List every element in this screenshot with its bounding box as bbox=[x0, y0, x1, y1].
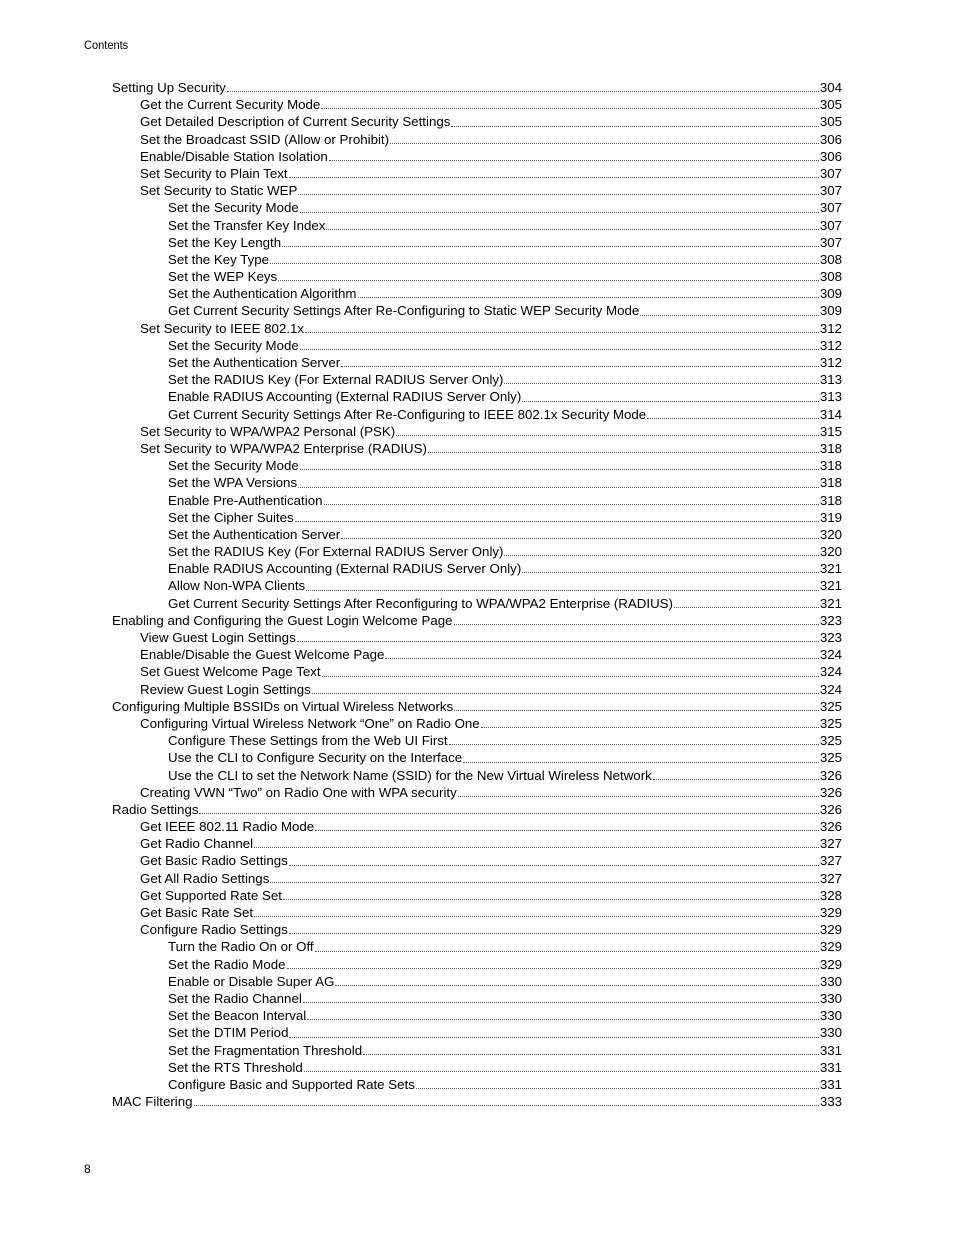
toc-dot-leader bbox=[295, 521, 819, 522]
toc-dot-leader bbox=[396, 435, 819, 436]
toc-entry-page: 324 bbox=[819, 647, 842, 663]
toc-entry[interactable] bbox=[112, 887, 842, 904]
toc-dot-leader bbox=[335, 985, 819, 986]
toc-entry-title: Set the Authentication Server bbox=[168, 355, 341, 370]
toc-dot-leader bbox=[522, 401, 819, 402]
toc-entry[interactable] bbox=[112, 904, 842, 921]
toc-entry[interactable] bbox=[112, 749, 842, 766]
toc-entry-title: Get the Current Security Mode bbox=[140, 97, 321, 113]
toc-dot-leader bbox=[304, 1071, 819, 1072]
toc-entry-page: 329 bbox=[819, 922, 842, 938]
toc-entry-page: 329 bbox=[819, 905, 842, 920]
toc-entry[interactable] bbox=[112, 938, 842, 955]
toc-entry-title: Set the DTIM Period bbox=[168, 1025, 289, 1041]
toc-dot-leader bbox=[451, 126, 818, 127]
toc-dot-leader bbox=[270, 263, 819, 264]
toc-entry-page: 325 bbox=[819, 750, 842, 766]
toc-dot-leader bbox=[298, 194, 818, 195]
toc-entry-title: View Guest Login Settings bbox=[140, 630, 296, 645]
toc-entry-title: Set the Key Type bbox=[168, 251, 270, 267]
toc-entry[interactable] bbox=[112, 870, 842, 887]
toc-entry-title: Get Radio Channel bbox=[140, 836, 254, 852]
toc-dot-leader bbox=[283, 899, 819, 900]
toc-dot-leader bbox=[312, 693, 819, 694]
toc-entry-title: Enable/Disable Station Isolation bbox=[140, 148, 328, 164]
toc-entry-title: Enabling and Configuring the Guest Login Welcome Page bbox=[112, 612, 453, 628]
toc-entry-page: 329 bbox=[819, 939, 842, 955]
toc-dot-leader bbox=[640, 315, 819, 316]
toc-entry[interactable] bbox=[112, 285, 842, 302]
toc-dot-leader bbox=[289, 1037, 818, 1038]
toc-entry-title: Enable or Disable Super AG bbox=[168, 973, 335, 989]
toc-entry[interactable] bbox=[112, 199, 842, 216]
toc-dot-leader bbox=[305, 332, 819, 333]
toc-dot-leader bbox=[504, 555, 818, 556]
toc-entry[interactable] bbox=[112, 560, 842, 577]
toc-entry-title: Set the Transfer Key Index bbox=[168, 217, 326, 233]
toc-entry[interactable] bbox=[112, 921, 842, 938]
toc-dot-leader bbox=[303, 1002, 819, 1003]
toc-entry-page: 306 bbox=[819, 131, 842, 147]
toc-entry[interactable] bbox=[112, 509, 842, 526]
toc-entry-title: Use the CLI to set the Network Name (SSID) for the New Virtual Wireless Network bbox=[168, 767, 652, 783]
toc-dot-leader bbox=[194, 1105, 819, 1106]
toc-entry-page: 318 bbox=[819, 440, 842, 456]
toc-entry-title: Set Security to IEEE 802.1x bbox=[140, 320, 305, 336]
toc-dot-leader bbox=[322, 676, 819, 677]
toc-entry-page: 330 bbox=[819, 973, 842, 989]
toc-entry[interactable] bbox=[112, 1059, 842, 1076]
toc-dot-leader bbox=[307, 1019, 819, 1020]
toc-entry[interactable] bbox=[112, 852, 842, 869]
toc-entry-title: Set the Beacon Interval bbox=[168, 1008, 307, 1024]
toc-entry-title: Set the Broadcast SSID (Allow or Prohibit) bbox=[140, 131, 390, 147]
toc-entry-page: 330 bbox=[819, 1008, 842, 1024]
toc-dot-leader bbox=[390, 143, 819, 144]
toc-entry[interactable] bbox=[112, 79, 842, 96]
toc-entry[interactable] bbox=[112, 973, 842, 990]
toc-entry-title: Configuring Multiple BSSIDs on Virtual Wireless Networks bbox=[112, 698, 454, 714]
toc-entry-title: Set Guest Welcome Page Text bbox=[140, 664, 321, 680]
toc-entry-title: Get All Radio Settings bbox=[140, 870, 270, 886]
toc-dot-leader bbox=[254, 916, 819, 917]
toc-entry-page: 327 bbox=[819, 836, 842, 852]
toc-dot-leader bbox=[653, 779, 819, 780]
toc-dot-leader bbox=[278, 280, 819, 281]
toc-entry[interactable] bbox=[112, 543, 842, 560]
toc-entry-page: 329 bbox=[819, 956, 842, 972]
toc-entry-title: Set the Radio Mode bbox=[168, 956, 286, 972]
toc-dot-leader bbox=[289, 865, 819, 866]
toc-entry-title: Set the Security Mode bbox=[168, 458, 299, 474]
toc-entry-title: MAC Filtering bbox=[112, 1094, 193, 1110]
toc-entry-title: Set Security to WPA/WPA2 Personal (PSK) bbox=[140, 423, 396, 439]
toc-dot-leader bbox=[298, 487, 819, 488]
toc-dot-leader bbox=[270, 882, 818, 883]
toc-entry-page: 330 bbox=[819, 990, 842, 1006]
toc-entry-page: 331 bbox=[819, 1042, 842, 1058]
toc-entry-page: 307 bbox=[819, 165, 842, 181]
toc-dot-leader bbox=[326, 229, 818, 230]
toc-entry-title: Set the Authentication Server bbox=[168, 526, 341, 542]
toc-entry-page: 330 bbox=[819, 1025, 842, 1041]
toc-entry[interactable] bbox=[112, 767, 842, 784]
toc-entry-page: 321 bbox=[819, 578, 842, 594]
toc-entry-page: 308 bbox=[819, 251, 842, 267]
toc-dot-leader bbox=[282, 246, 819, 247]
toc-entry-page: 305 bbox=[819, 114, 842, 130]
toc-entry[interactable] bbox=[112, 1042, 842, 1059]
toc-entry-page: 309 bbox=[819, 286, 842, 302]
toc-entry-page: 318 bbox=[819, 458, 842, 474]
toc-dot-leader bbox=[363, 1054, 819, 1055]
toc-entry-title: Set the Authentication Algorithm bbox=[168, 286, 357, 302]
toc-entry-title: Get Current Security Settings After Reconfiguring to WPA/WPA2 Enterprise (RADIUS) bbox=[168, 595, 673, 611]
toc-entry-page: 331 bbox=[819, 1059, 842, 1075]
toc-entry[interactable] bbox=[112, 337, 842, 354]
toc-dot-leader bbox=[287, 968, 819, 969]
toc-entry-page: 307 bbox=[819, 183, 842, 199]
toc-entry[interactable] bbox=[112, 388, 842, 405]
toc-entry-page: 324 bbox=[819, 664, 842, 680]
toc-entry-title: Allow Non-WPA Clients bbox=[168, 578, 306, 594]
toc-entry[interactable] bbox=[112, 784, 842, 801]
toc-entry-page: 321 bbox=[819, 561, 842, 577]
toc-dot-leader bbox=[306, 590, 819, 591]
toc-entry-title: Set the Security Mode bbox=[168, 337, 299, 353]
toc-entry-title: Configure Radio Settings bbox=[140, 922, 288, 938]
toc-entry[interactable] bbox=[112, 371, 842, 388]
toc-entry[interactable] bbox=[112, 251, 842, 268]
toc-entry[interactable] bbox=[112, 801, 842, 818]
toc-dot-leader bbox=[289, 177, 819, 178]
toc-entry-page: 325 bbox=[819, 698, 842, 714]
toc-entry-title: Configure Basic and Supported Rate Sets bbox=[168, 1076, 415, 1092]
toc-dot-leader bbox=[674, 607, 819, 608]
toc-entry[interactable] bbox=[112, 612, 842, 629]
toc-entry[interactable] bbox=[112, 663, 842, 680]
toc-entry-page: 307 bbox=[819, 200, 842, 216]
toc-entry-title: Set the RADIUS Key (For External RADIUS Server Only) bbox=[168, 372, 504, 388]
toc-entry-title: Enable RADIUS Accounting (External RADIUS Server Only) bbox=[168, 561, 522, 577]
toc-entry-page: 333 bbox=[819, 1094, 842, 1110]
toc-entry-title: Configure These Settings from the Web UI First bbox=[168, 733, 448, 749]
toc-entry-title: Radio Settings bbox=[112, 801, 199, 817]
toc-dot-leader bbox=[428, 452, 819, 453]
toc-entry-page: 328 bbox=[819, 887, 842, 903]
toc-entry-title: Set the RTS Threshold bbox=[168, 1059, 303, 1075]
toc-entry-title: Set Security to Static WEP bbox=[140, 183, 298, 199]
toc-entry-title: Set the Radio Channel bbox=[168, 990, 302, 1006]
toc-entry-page: 327 bbox=[819, 853, 842, 869]
toc-entry-page: 313 bbox=[819, 372, 842, 388]
toc-dot-leader bbox=[481, 727, 819, 728]
toc-dot-leader bbox=[199, 813, 818, 814]
toc-dot-leader bbox=[449, 744, 819, 745]
toc-dot-leader bbox=[458, 796, 819, 797]
toc-entry-page: 307 bbox=[819, 217, 842, 233]
toc-entry-page: 320 bbox=[819, 544, 842, 560]
toc-dot-leader bbox=[454, 624, 819, 625]
toc-entry-title: Turn the Radio On or Off bbox=[168, 939, 314, 955]
toc-entry-title: Get Basic Rate Set bbox=[140, 905, 254, 920]
toc-entry-page: 308 bbox=[819, 269, 842, 285]
toc-entry-title: Set the RADIUS Key (For External RADIUS Server Only) bbox=[168, 544, 504, 560]
toc-entry[interactable] bbox=[112, 1024, 842, 1041]
toc-entry-page: 325 bbox=[819, 715, 842, 731]
toc-entry[interactable] bbox=[112, 698, 842, 715]
toc-dot-leader bbox=[289, 933, 819, 934]
toc-entry[interactable] bbox=[112, 302, 842, 319]
toc-entry[interactable] bbox=[112, 956, 842, 973]
toc-entry-page: 305 bbox=[819, 97, 842, 113]
toc-entry[interactable] bbox=[112, 113, 842, 130]
toc-entry[interactable] bbox=[112, 182, 842, 199]
toc-entry-title: Review Guest Login Settings bbox=[140, 681, 311, 697]
toc-entry-page: 312 bbox=[819, 337, 842, 353]
toc-dot-leader bbox=[315, 951, 819, 952]
table-of-contents bbox=[112, 79, 842, 1110]
toc-entry[interactable] bbox=[112, 646, 842, 663]
toc-entry-page: 323 bbox=[819, 612, 842, 628]
toc-entry-title: Set the WPA Versions bbox=[168, 475, 298, 491]
toc-entry[interactable] bbox=[112, 354, 842, 371]
toc-entry-title: Set Security to Plain Text bbox=[140, 165, 288, 181]
toc-entry-page: 314 bbox=[819, 406, 842, 422]
toc-entry-title: Set the WEP Keys bbox=[168, 269, 278, 285]
toc-entry-title: Configuring Virtual Wireless Network “One” on Radio One bbox=[140, 715, 480, 731]
toc-entry[interactable] bbox=[112, 715, 842, 732]
toc-dot-leader bbox=[300, 212, 819, 213]
toc-entry[interactable] bbox=[112, 406, 842, 423]
toc-dot-leader bbox=[385, 658, 818, 659]
toc-entry[interactable] bbox=[112, 990, 842, 1007]
toc-dot-leader bbox=[647, 418, 819, 419]
toc-entry-title: Set the Fragmentation Threshold bbox=[168, 1042, 363, 1058]
toc-entry-page: 326 bbox=[819, 819, 842, 835]
toc-entry-page: 307 bbox=[819, 234, 842, 250]
toc-entry-page: 313 bbox=[819, 389, 842, 405]
toc-dot-leader bbox=[300, 469, 819, 470]
toc-entry[interactable] bbox=[112, 474, 842, 491]
toc-dot-leader bbox=[315, 830, 819, 831]
toc-entry[interactable] bbox=[112, 835, 842, 852]
toc-entry[interactable] bbox=[112, 526, 842, 543]
toc-entry[interactable] bbox=[112, 1093, 842, 1110]
toc-entry[interactable] bbox=[112, 1007, 842, 1024]
toc-entry-page: 319 bbox=[819, 509, 842, 525]
toc-dot-leader bbox=[341, 366, 819, 367]
toc-entry-page: 306 bbox=[819, 148, 842, 164]
toc-entry-page: 312 bbox=[819, 320, 842, 336]
toc-entry-title: Enable RADIUS Accounting (External RADIUS Server Only) bbox=[168, 389, 522, 405]
toc-entry-page: 312 bbox=[819, 355, 842, 370]
toc-entry-title: Get Supported Rate Set bbox=[140, 887, 282, 903]
toc-dot-leader bbox=[329, 160, 819, 161]
toc-dot-leader bbox=[321, 108, 818, 109]
toc-dot-leader bbox=[454, 710, 819, 711]
toc-entry[interactable] bbox=[112, 681, 842, 698]
toc-entry[interactable] bbox=[112, 577, 842, 594]
toc-entry-page: 318 bbox=[819, 475, 842, 491]
toc-entry[interactable] bbox=[112, 492, 842, 509]
toc-entry-page: 326 bbox=[819, 767, 842, 783]
toc-entry-title: Set Security to WPA/WPA2 Enterprise (RADIUS) bbox=[140, 440, 427, 456]
toc-entry[interactable] bbox=[112, 165, 842, 182]
toc-dot-leader bbox=[463, 762, 819, 763]
toc-entry-title: Setting Up Security bbox=[112, 80, 226, 95]
toc-entry-title: Set the Key Length bbox=[168, 234, 282, 250]
toc-entry[interactable] bbox=[112, 440, 842, 457]
toc-entry-title: Get Basic Radio Settings bbox=[140, 853, 288, 869]
toc-entry-page: 325 bbox=[819, 733, 842, 749]
toc-dot-leader bbox=[522, 572, 819, 573]
toc-entry[interactable] bbox=[112, 595, 842, 612]
toc-entry[interactable] bbox=[112, 818, 842, 835]
toc-entry-title: Creating VWN “Two” on Radio One with WPA security bbox=[140, 784, 457, 800]
toc-entry-page: 327 bbox=[819, 870, 842, 886]
toc-entry[interactable] bbox=[112, 217, 842, 234]
toc-entry-title: Use the CLI to Configure Security on the Interface bbox=[168, 750, 463, 766]
toc-entry-title: Get IEEE 802.11 Radio Mode bbox=[140, 819, 315, 835]
toc-entry[interactable] bbox=[112, 629, 842, 646]
toc-dot-leader bbox=[297, 641, 819, 642]
toc-entry[interactable] bbox=[112, 732, 842, 749]
toc-entry-page: 315 bbox=[819, 423, 842, 439]
toc-entry[interactable] bbox=[112, 268, 842, 285]
toc-entry-title: Get Detailed Description of Current Security Settings bbox=[140, 114, 451, 130]
toc-entry[interactable] bbox=[112, 423, 842, 440]
toc-entry-page: 320 bbox=[819, 526, 842, 542]
toc-entry[interactable] bbox=[112, 148, 842, 165]
toc-entry-page: 309 bbox=[819, 303, 842, 319]
toc-entry[interactable] bbox=[112, 131, 842, 148]
toc-dot-leader bbox=[324, 504, 819, 505]
toc-dot-leader bbox=[227, 91, 819, 92]
toc-entry-page: 321 bbox=[819, 595, 842, 611]
toc-entry[interactable] bbox=[112, 96, 842, 113]
toc-dot-leader bbox=[504, 383, 818, 384]
toc-entry-page: 326 bbox=[819, 801, 842, 817]
page-number: 8 bbox=[84, 1162, 91, 1176]
toc-entry-title: Set the Security Mode bbox=[168, 200, 299, 216]
toc-dot-leader bbox=[341, 538, 819, 539]
toc-entry-title: Get Current Security Settings After Re-Configuring to Static WEP Security Mode bbox=[168, 303, 640, 319]
toc-entry[interactable] bbox=[112, 320, 842, 337]
toc-entry-page: 326 bbox=[819, 784, 842, 800]
toc-entry-title: Set the Cipher Suites bbox=[168, 509, 294, 525]
toc-entry[interactable] bbox=[112, 457, 842, 474]
toc-entry-page: 323 bbox=[819, 630, 842, 645]
toc-entry-page: 304 bbox=[819, 80, 842, 95]
toc-entry[interactable] bbox=[112, 234, 842, 251]
toc-entry-page: 318 bbox=[819, 492, 842, 508]
toc-entry-title: Enable/Disable the Guest Welcome Page bbox=[140, 647, 385, 663]
toc-dot-leader bbox=[358, 297, 819, 298]
toc-entry-title: Get Current Security Settings After Re-Configuring to IEEE 802.1x Security Mode bbox=[168, 406, 647, 422]
toc-dot-leader bbox=[416, 1088, 819, 1089]
toc-dot-leader bbox=[300, 349, 819, 350]
toc-entry-page: 331 bbox=[819, 1076, 842, 1092]
toc-dot-leader bbox=[254, 847, 819, 848]
toc-entry-page: 324 bbox=[819, 681, 842, 697]
toc-entry[interactable] bbox=[112, 1076, 842, 1093]
running-head: Contents bbox=[84, 38, 129, 52]
toc-entry-title: Enable Pre-Authentication bbox=[168, 492, 323, 508]
